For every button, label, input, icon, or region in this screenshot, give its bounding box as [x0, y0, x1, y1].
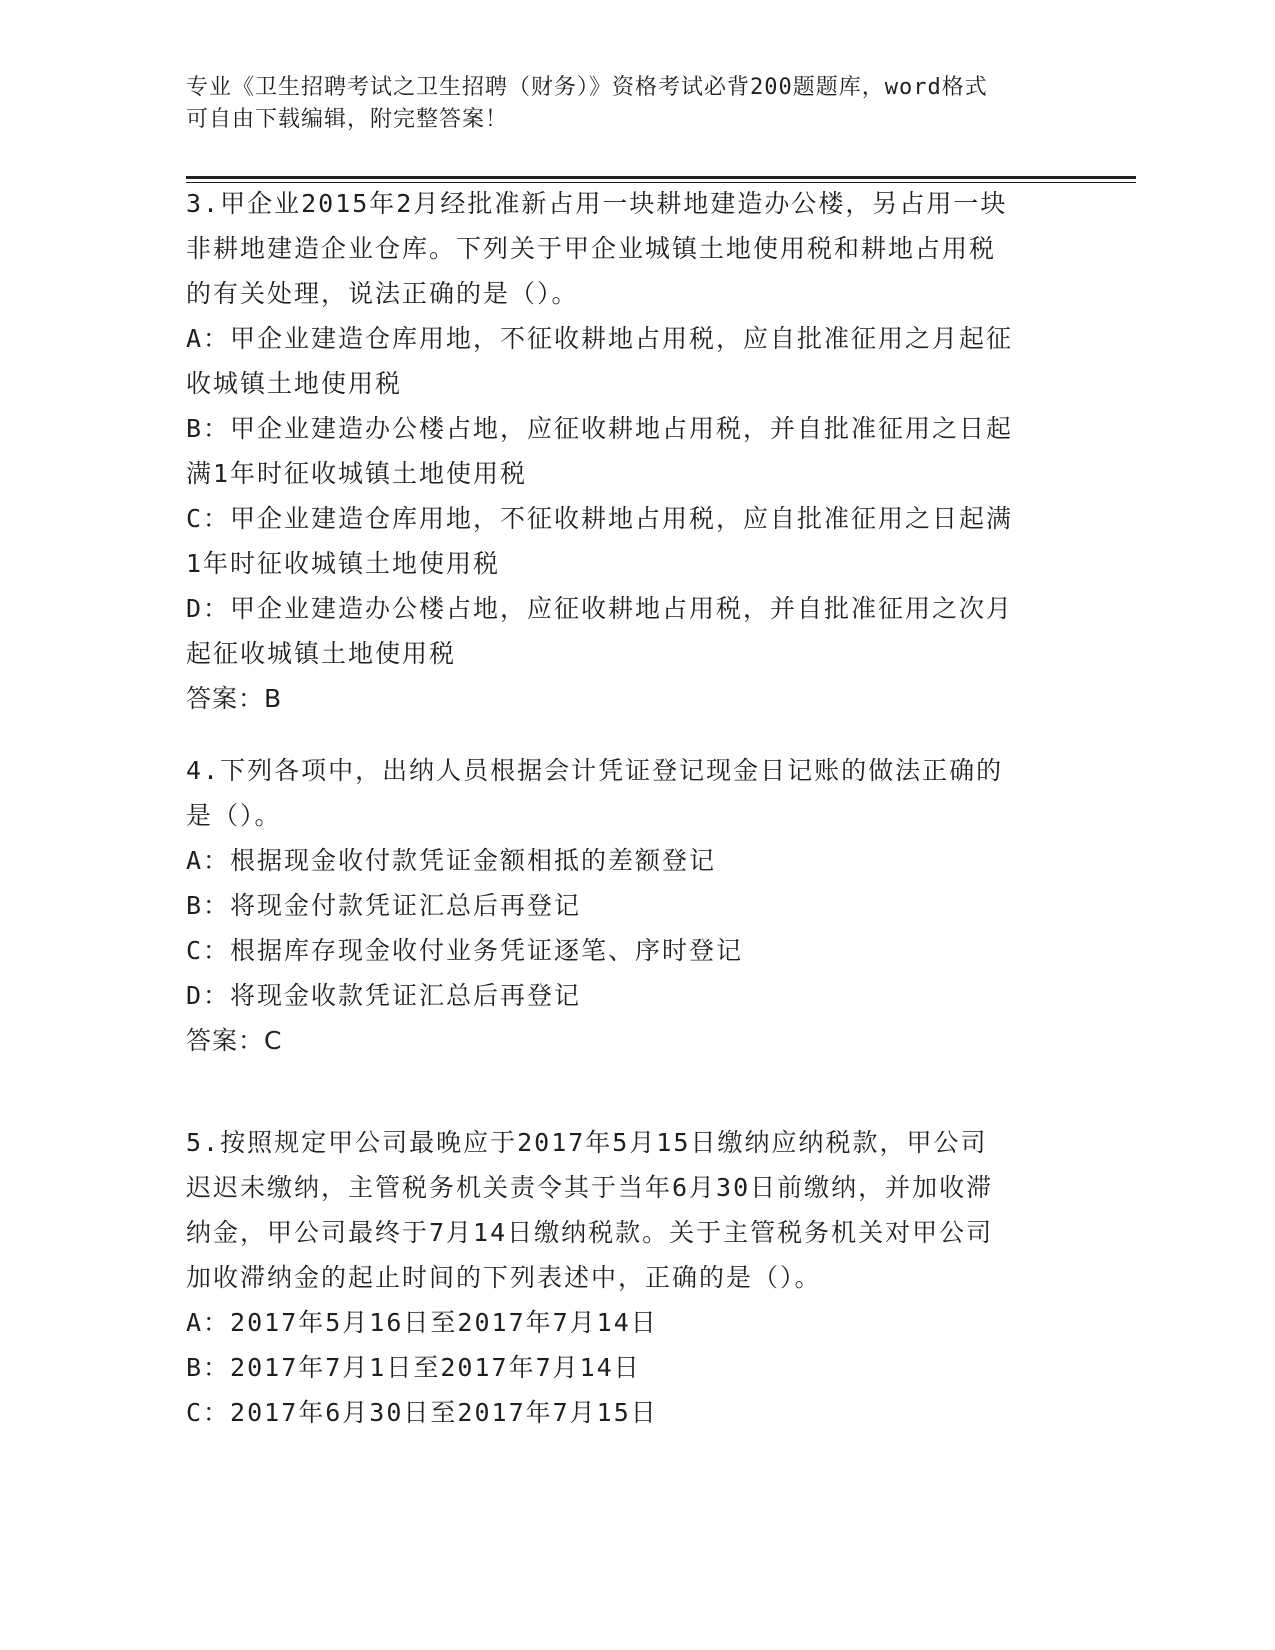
option-line: C：2017年6月30日至2017年7月15日 — [186, 1398, 658, 1427]
answer-label: 答案：C — [186, 1026, 283, 1055]
option-line: B：将现金付款凭证汇总后再登记 — [186, 891, 582, 920]
question-stem-line: 迟迟未缴纳，主管税务机关责令其于当年6月30日前缴纳，并加收滞 — [186, 1173, 994, 1202]
option-line: C：根据库存现金收付业务凭证逐笔、序时登记 — [186, 936, 744, 965]
option-line: A：甲企业建造仓库用地，不征收耕地占用税，应自批准征用之月起征 — [186, 324, 1014, 353]
question-stem-line: 4.下列各项中，出纳人员根据会计凭证登记现金日记账的做法正确的 — [186, 756, 1004, 785]
question-stem-line: 非耕地建造企业仓库。下列关于甲企业城镇土地使用税和耕地占用税 — [186, 234, 997, 263]
question-stem-line: 加收滞纳金的起止时间的下列表述中，正确的是（）。 — [186, 1263, 822, 1292]
option-line: 起征收城镇土地使用税 — [186, 639, 457, 668]
option-line: A：2017年5月16日至2017年7月14日 — [186, 1308, 658, 1337]
answer-label: 答案：B — [186, 684, 283, 713]
option-line: A：根据现金收付款凭证金额相抵的差额登记 — [186, 846, 717, 875]
option-line: B：甲企业建造办公楼占地，应征收耕地占用税，并自批准征用之日起 — [186, 414, 1014, 443]
option-line: D：将现金收款凭证汇总后再登记 — [186, 981, 582, 1010]
header-line: 可自由下载编辑，附完整答案！ — [186, 107, 509, 132]
option-line: D：甲企业建造办公楼占地，应征收耕地占用税，并自批准征用之次月 — [186, 594, 1014, 623]
header-divider-thick — [186, 176, 1136, 179]
question-5 — [186, 1120, 1066, 1435]
header-line: 专业《卫生招聘考试之卫生招聘（财务）》资格考试必背200题题库，word格式 — [186, 75, 988, 100]
question-stem-line: 纳金，甲公司最终于7月14日缴纳税款。关于主管税务机关对甲公司 — [186, 1218, 994, 1247]
document-header — [186, 72, 1066, 136]
question-stem-line: 5.按照规定甲公司最晚应于2017年5月15日缴纳应纳税款，甲公司 — [186, 1128, 988, 1157]
option-line: 满1年时征收城镇土地使用税 — [186, 459, 528, 488]
option-line: 1年时征收城镇土地使用税 — [186, 549, 501, 578]
question-stem-line: 是（）。 — [186, 801, 282, 830]
option-line: 收城镇土地使用税 — [186, 369, 403, 398]
question-stem-line: 的有关处理，说法正确的是（）。 — [186, 279, 579, 308]
question-3 — [186, 181, 1066, 721]
option-line: B：2017年7月1日至2017年7月14日 — [186, 1353, 641, 1382]
option-line: C：甲企业建造仓库用地，不征收耕地占用税，应自批准征用之日起满 — [186, 504, 1014, 533]
question-4 — [186, 748, 1066, 1063]
question-stem-line: 3.甲企业2015年2月经批准新占用一块耕地建造办公楼，另占用一块 — [186, 189, 1008, 218]
